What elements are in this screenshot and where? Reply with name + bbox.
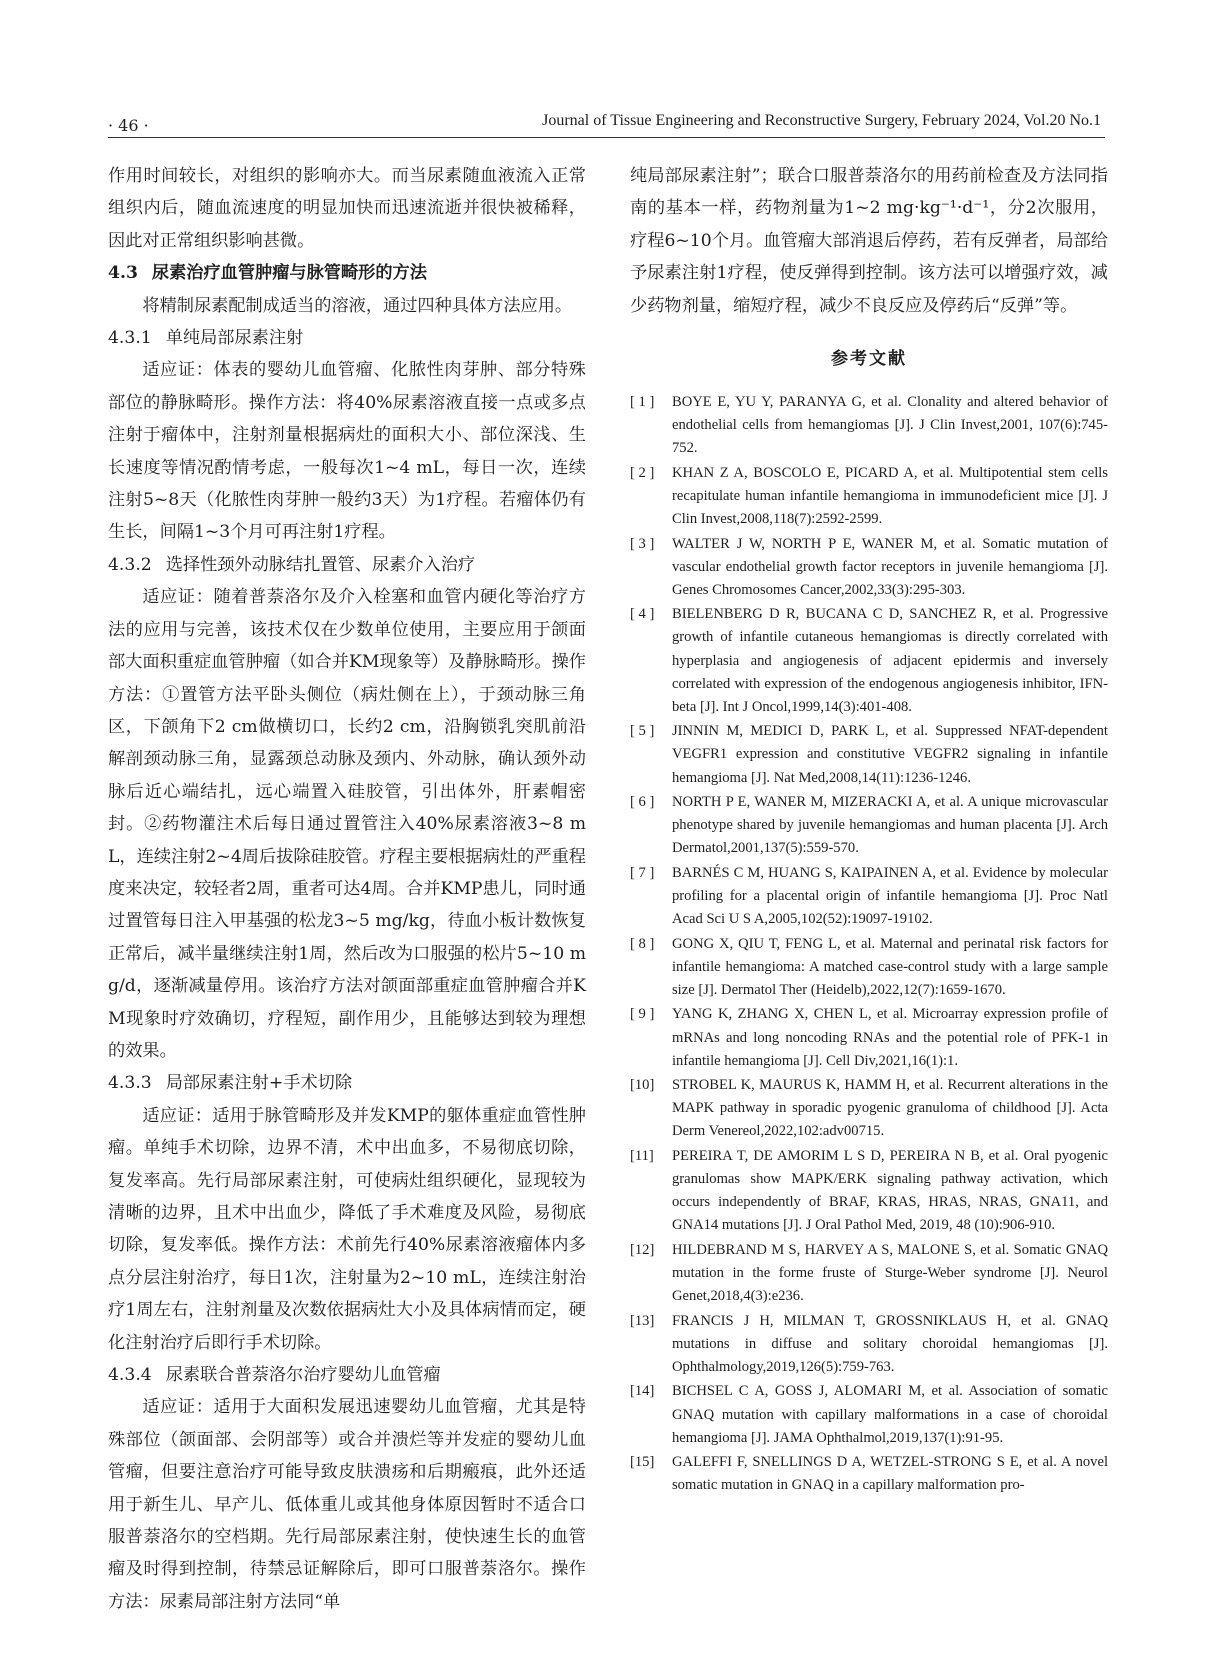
subsection-title: 单纯局部尿素注射 xyxy=(165,328,304,349)
subsection-heading-4-3-2 xyxy=(108,549,586,581)
reference-text: KHAN Z A, BOSCOLO E, PICARD A, et al. Multipotential stem cells recapitulate human infantile hemangioma in immunodeficient mice [J]. J Clin Invest,2008,118(7):2592-2599. xyxy=(672,464,1108,527)
subsection-title: 尿素联合普萘洛尔治疗婴幼儿血管瘤 xyxy=(165,1365,441,1386)
reference-text: JINNIN M, MEDICI D, PARK L, et al. Suppressed NFAT-dependent VEGFR1 expression and constitutive VEGFR2 signaling in infantile hemangioma [J]. Nat Med,2008,14(11):1236-1246. xyxy=(672,723,1108,786)
reference-item xyxy=(630,391,1108,460)
section-number: 4.3 xyxy=(108,263,138,284)
reference-item xyxy=(630,1003,1108,1072)
reference-item xyxy=(630,462,1108,531)
reference-item xyxy=(630,1239,1108,1308)
subsection-title: 局部尿素注射+手术切除 xyxy=(165,1073,353,1094)
references-heading: 参考文献 xyxy=(831,349,907,370)
paragraph-method-4: 适应证：适用于大面积发展迅速婴幼儿血管瘤，尤其是特殊部位（颌面部、会阴部等）或合并溃烂等并发症的婴幼儿血管瘤，但要注意治疗可能导致皮肤溃疡和后期瘢痕，此外还适用于新生儿、早产儿、低体重儿或其他身体原因暂时不适合口服普萘洛尔的空档期。先行局部尿素注射，使快速生长的血管瘤及时得到控制，待禁忌证解除后，即可口服普萘洛尔。操作方法：尿素局部注射方法同“单 xyxy=(108,1397,586,1612)
reference-item xyxy=(630,1074,1108,1143)
subsection-number: 4.3.4 xyxy=(108,1365,152,1386)
reference-text: GONG X, QIU T, FENG L, et al. Maternal and perinatal risk factors for infantile hemangioma: A matched case-control study with a large sample size [J]. Dermatol Ther (Heidelb),2022,12(7):1659-1670. xyxy=(672,935,1108,998)
reference-text: HILDEBRAND M S, HARVEY A S, MALONE S, et al. Somatic GNAQ mutation in the forme fruste of Sturge-Weber syndrome [J]. Neurol Genet,2018,4(3):e236. xyxy=(672,1241,1108,1305)
reference-text: YANG K, ZHANG X, CHEN L, et al. Microarray expression profile of mRNAs and long noncoding RNAs and the potential role of PFK-1 in infantile hemangioma [J]. Cell Div,2021,16(1):1. xyxy=(672,1006,1108,1069)
paragraph-method-3: 适应证：适用于脉管畸形及并发KMP的躯体重症血管性肿瘤。单纯手术切除，边界不清，术中出血多，不易彻底切除，复发率高。先行局部尿素注射，可使病灶组织硬化，显现较为清晰的边界，且术中出血少，降低了手术难度及风险，易彻底切除，复发率低。操作方法：术前先行40%尿素溶液瘤体内多点分层注射治疗，每日1次，注射量为2~10 mL，连续注射治疗1周左右，注射剂量及次数依据病灶大小及具体病情而定，硬化注射治疗后即行手术切除。 xyxy=(108,1105,586,1353)
left-column xyxy=(108,160,586,1618)
reference-number: [ 8 ] xyxy=(630,935,655,952)
reference-number: [11] xyxy=(630,1148,654,1165)
reference-number: [15] xyxy=(630,1454,655,1471)
reference-item xyxy=(630,862,1108,931)
right-column xyxy=(630,160,1108,1499)
subsection-number: 4.3.3 xyxy=(108,1073,152,1094)
reference-text: FRANCIS J H, MILMAN T, GROSSNIKLAUS H, et al. GNAQ mutations in diffuse and solitary choroidal hemangiomas [J]. Ophthalmology,2019,126(5):759-763. xyxy=(672,1312,1108,1375)
reference-item xyxy=(630,1451,1108,1497)
paragraph-continued: 作用时间较长，对组织的影响亦大。而当尿素随血液流入正常组织内后，随血流速度的明显加快而迅速流逝并很快被稀释，因此对正常组织影响甚微。 xyxy=(108,166,586,251)
reference-text: BOYE E, YU Y, PARANYA G, et al. Clonality and altered behavior of endothelial cells from hemangiomas [J]. J Clin Invest,2001, 107(6):745-752. xyxy=(672,394,1108,457)
running-head: Journal of Tissue Engineering and Reconstructive Surgery, February 2024, Vol.20 No.1 xyxy=(542,112,1101,129)
section-heading-4-3 xyxy=(108,257,586,289)
reference-item xyxy=(630,933,1108,1002)
paragraph-method-4-continued: 纯局部尿素注射”；联合口服普萘洛尔的用药前检查及方法同指南的基本一样，药物剂量为1~2 mg·kg⁻¹·d⁻¹，分2次服用，疗程6~10个月。血管瘤大部消退后停药，若有反弹者，局部给予尿素注射1疗程，使反弹得到控制。该方法可以增强疗效，减少药物剂量，缩短疗程，减少不良反应及停药后“反弹”等。 xyxy=(630,166,1108,316)
reference-number: [ 4 ] xyxy=(630,606,655,623)
reference-number: [10] xyxy=(630,1077,655,1094)
subsection-number: 4.3.2 xyxy=(108,554,152,575)
subsection-heading-4-3-3 xyxy=(108,1067,586,1099)
reference-text: PEREIRA T, DE AMORIM L S D, PEREIRA N B, et al. Oral pyogenic granulomas show MAPK/ERK signaling pathway activation, which occurs independently of BRAF, KRAS, HRAS, NRAS, GNA11, and GNA14 mutations [J]. J Oral Pathol Med, 2019, 48 (10):906-910. xyxy=(672,1148,1108,1234)
reference-number: [12] xyxy=(630,1241,655,1258)
reference-item xyxy=(630,603,1108,718)
reference-number: [ 1 ] xyxy=(630,394,655,411)
reference-text: WALTER J W, NORTH P E, WANER M, et al. Somatic mutation of vascular endothelial growth factor receptors in juvenile hemangioma [J]. Genes Chromosomes Cancer,2002,33(3):295-303. xyxy=(672,535,1108,598)
reference-item xyxy=(630,533,1108,602)
header-rule xyxy=(108,137,1105,138)
subsection-title: 选择性颈外动脉结扎置管、尿素介入治疗 xyxy=(165,554,476,575)
reference-number: [13] xyxy=(630,1312,655,1329)
page-number: · 46 · xyxy=(108,116,149,135)
reference-item xyxy=(630,791,1108,860)
subsection-heading-4-3-4 xyxy=(108,1359,586,1391)
section-title: 尿素治疗血管肿瘤与脉管畸形的方法 xyxy=(151,263,427,284)
paragraph-intro: 将精制尿素配制成适当的溶液，通过四种具体方法应用。 xyxy=(142,295,573,316)
reference-number: [ 3 ] xyxy=(630,535,655,552)
reference-number: [ 5 ] xyxy=(630,723,655,740)
subsection-number: 4.3.1 xyxy=(108,328,152,349)
reference-text: STROBEL K, MAURUS K, HAMM H, et al. Recurrent alterations in the MAPK pathway in sporadic pyogenic granuloma of childhood [J]. Acta Derm Venereol,2022,102:adv00715. xyxy=(672,1077,1108,1140)
reference-number: [ 6 ] xyxy=(630,794,655,811)
reference-number: [14] xyxy=(630,1383,655,1400)
reference-list xyxy=(630,391,1108,1497)
reference-text: BIELENBERG D R, BUCANA C D, SANCHEZ R, et al. Progressive growth of infantile cutaneous hemangiomas is directly correlated with hyperplasia and angiogenesis of adjacent epidermis and inversely correlated with expression of the endogenous angiogenesis inhibitor, IFN-beta [J]. Int J Oncol,1999,14(3):401-408. xyxy=(672,606,1108,715)
reference-item xyxy=(630,1380,1108,1449)
reference-number: [ 9 ] xyxy=(630,1006,655,1023)
reference-text: BARNÉS C M, HUANG S, KAIPAINEN A, et al. Evidence by molecular profiling for a placental origin of infantile hemangioma [J]. Proc Natl Acad Sci U S A,2005,102(52):19097-19102. xyxy=(672,864,1108,928)
reference-item xyxy=(630,720,1108,789)
reference-text: NORTH P E, WANER M, MIZERACKI A, et al. A unique microvascular phenotype shared by juvenile hemangiomas and human placenta [J]. Arch Dermatol,2001,137(5):559-570. xyxy=(672,794,1108,857)
reference-item xyxy=(630,1145,1108,1237)
reference-item xyxy=(630,1310,1108,1379)
paragraph-method-1: 适应证：体表的婴幼儿血管瘤、化脓性肉芽肿、部分特殊部位的静脉畸形。操作方法：将40%尿素溶液直接一点或多点注射于瘤体中，注射剂量根据病灶的面积大小、部位深浅、生长速度等情况酌情考虑，一般每次1~4 mL，每日一次，连续注射5~8天（化脓性肉芽肿一般约3天）为1疗程。若瘤体仍有生长，间隔1~3个月可再注射1疗程。 xyxy=(108,360,586,543)
reference-number: [ 7 ] xyxy=(630,864,655,881)
subsection-heading-4-3-1 xyxy=(108,322,586,354)
reference-number: [ 2 ] xyxy=(630,464,655,481)
reference-text: BICHSEL C A, GOSS J, ALOMARI M, et al. Association of somatic GNAQ mutation with capillary malformations in a case of choroidal hemangioma [J]. JAMA Ophthalmol,2019,137(1):91-95. xyxy=(672,1383,1108,1446)
paragraph-method-2: 适应证：随着普萘洛尔及介入栓塞和血管内硬化等治疗方法的应用与完善，该技术仅在少数单位使用，主要应用于颌面部大面积重症血管肿瘤（如合并KM现象等）及静脉畸形。操作方法：①置管方法平卧头侧位（病灶侧在上），于颈动脉三角区，下颌角下2 cm做横切口，长约2 cm，沿胸锁乳突肌前沿解剖颈动脉三角，显露颈总动脉及颈内、外动脉，确认颈外动脉后近心端结扎，远心端置入硅胶管，引出体外，肝素帽密封。②药物灌注术后每日通过置管注入40%尿素溶液3~8 mL，连续注射2~4周后拔除硅胶管。疗程主要根据病灶的严重程度来决定，较轻者2周，重者可达4周。合并KMP患儿，同时通过置管每日注入甲基强的松龙3~5 mg/kg，待血小板计数恢复正常后，减半量继续注射1周，然后改为口服强的松片5~10 mg/d，逐渐减量停用。该治疗方法对颌面部重症血管肿瘤合并KM现象时疗效确切，疗程短，副作用少，且能够达到较为理想的效果。 xyxy=(108,587,586,1061)
reference-text: GALEFFI F, SNELLINGS D A, WETZEL-STRONG S E, et al. A novel somatic mutation in GNAQ in a capillary malformation pro- xyxy=(672,1454,1108,1494)
